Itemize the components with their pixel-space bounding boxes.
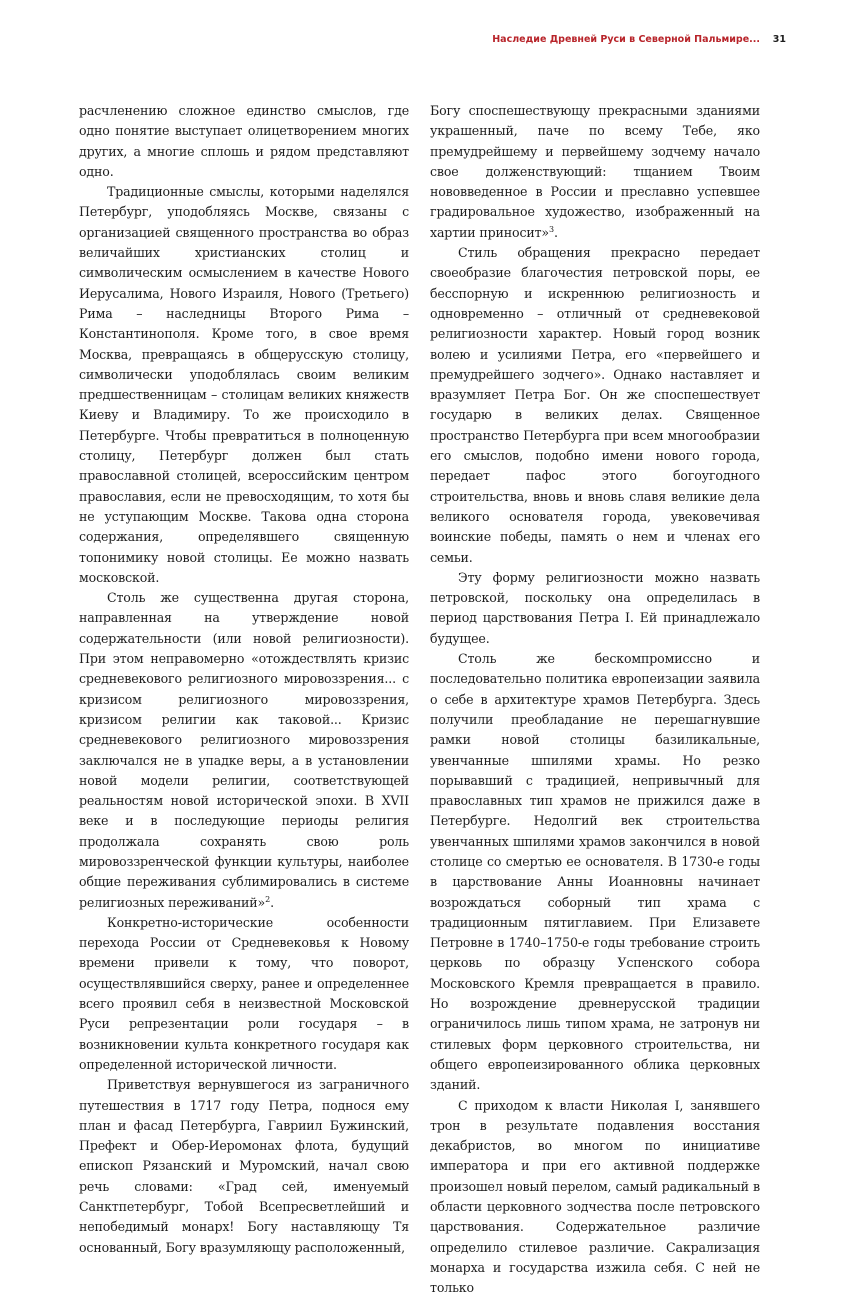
left-column: [79, 101, 409, 1258]
right-column: [430, 101, 760, 1299]
running-title: Наследие Древней Руси в Северной Пальмире...: [492, 34, 760, 45]
footnote-ref: 2: [265, 894, 271, 904]
footnote-ref: 3: [548, 224, 554, 234]
running-header: [440, 34, 786, 45]
paragraph: Стиль обращения прекрасно передает своеобразие благочестия петровской поры, ее бесспорную и искреннюю религиозность и одновременно – отличный от средневековой религиозности характер. Новый город возник волею и усилиями Петра, его «первейшего и премудрейшего зодчего». Однако наставляет и вразумляет Петра Бог. Он же споспешествует государю в великих делах. Священное пространство Петербурга при всем многообразии его смыслов, подобно имени нового города, передает пафос этого богоугодного строительства, вновь и вновь славя великие дела великого основателя города, увековечивая воинские победы, память о нем и членах его семьи.: [430, 245, 760, 565]
paragraph: Приветствуя вернувшегося из заграничного путешествия в 1717 году Петра, поднося ему план и фасад Петербурга, Гавриил Бужинский, Префект и Обер-Иеромонах флота, будущий епископ Рязанский и Муромский, начал свою речь словами: «Град сей, именуемый Санктпетербург, Тобой Всепресветлейший и непобедимый монарх! Богу наставляющу Тя основанный, Богу вразумляющу расположенный,: [79, 1077, 409, 1255]
page-number: 31: [772, 34, 786, 45]
paragraph: Богу споспешествующу прекрасными зданиями украшенный, паче по всему Тебе, яко премудрейшему и первейшему зодчему начало свое долженствующий: тщанием Твоим нововведенное в России и преславно успевшее градировальное художество, изображенный на хартии приносит»$^3$.: [430, 103, 760, 240]
paragraph: Конкретно-исторические особенности перехода России от Средневековья к Новому времени привели к тому, что поворот, осуществлявшийся сверху, ранее и определеннее всего проявил себя в неизвестной Московской Руси репрезентации роли государя – в возникновении культа конкретного государя как определенной исторической личности.: [79, 914, 409, 1072]
paragraph: Традиционные смыслы, которыми наделялся Петербург, уподобляясь Москве, связаны с организацией священного пространства во образ величайших христианских столиц и символическим осмыслением в качестве Нового Иерусалима, Нового Израиля, Нового (Третьего) Рима – наследницы Второго Рима – Константинополя. Кроме того, в свое время Москва, превращаясь в общерусскую столицу, символически уподоблялась своим великим предшественницам – столицам великих княжеств Киеву и Владимиру. То же происходило в Петербурге. Чтобы превратиться в полноценную столицу, Петербург должен был стать православной столицей, всероссийским центром православия, если не превосходящим, то хотя бы не уступающим Москве. Такова одна сторона содержания, определявшего священную топонимику новой столицы. Ее можно назвать московской.: [79, 184, 409, 585]
paragraph: С приходом к власти Николая I, занявшего трон в результате подавления восстания декабристов, во многом по инициативе императора и при его активной поддержке произошел новый перелом, самый радикальный в области церковного зодчества после петровского царствования. Содержательное различие определило стилевое различие. Сакрализация монарха и государства изжила себя. С ней не только: [430, 1097, 760, 1296]
paragraph: Столь же существенна другая сторона, направленная на утверждение новой содержательности (или новой религиозности). При этом неправомерно «отождествлять кризис средневекового религиозного мировоззрения... с кризисом религиозного мировоззрения, кризисом религии как таковой... Кризис средневекового религиозного мировоззрения заключался не в упадке веры, а в установлении новой модели религии, соответствующей реальностям новой исторической эпохи. В XVII веке и в последующие периоды религия продолжала сохранять свою роль мировоззренческой функции культуры, наиболее общие переживания сублимировались в системе религиозных переживаний»$^2$.: [79, 590, 409, 910]
paragraph: расчленению сложное единство смыслов, где одно понятие выступает олицетворением многих других, а многие сплошь и рядом представляют одно.: [79, 103, 409, 179]
paragraph: Столь же бескомпромиссно и последовательно политика европеизации заявила о себе в архитектуре храмов Петербурга. Здесь получили преобладание не перешагнувшие рамки новой столицы базиликальные, увенчанные шпилями храмы. Но резко порывавший с традицией, непривычный для православных тип храмов не прижился даже в Петербурге. Недолгий век строительства увенчанных шпилями храмов закончился в новой столице со смертью ее основателя. В 1730-е годы в царствование Анны Иоанновны начинает возрождаться соборный тип храма с традиционным пятиглавием. При Елизавете Петровне в 1740–1750-е годы требование строить церковь по образцу Успенского собора Московского Кремля превращается в правило. Но возрождение древнерусской традиции ограничилось лишь типом храма, не затронув ни стилевых форм церковного строительства, ни общего европеизированного облика церковных зданий.: [430, 651, 760, 1093]
paragraph: Эту форму религиозности можно назвать петровской, поскольку она определилась в период царствования Петра I. Ей принадлежало будущее.: [430, 569, 760, 646]
